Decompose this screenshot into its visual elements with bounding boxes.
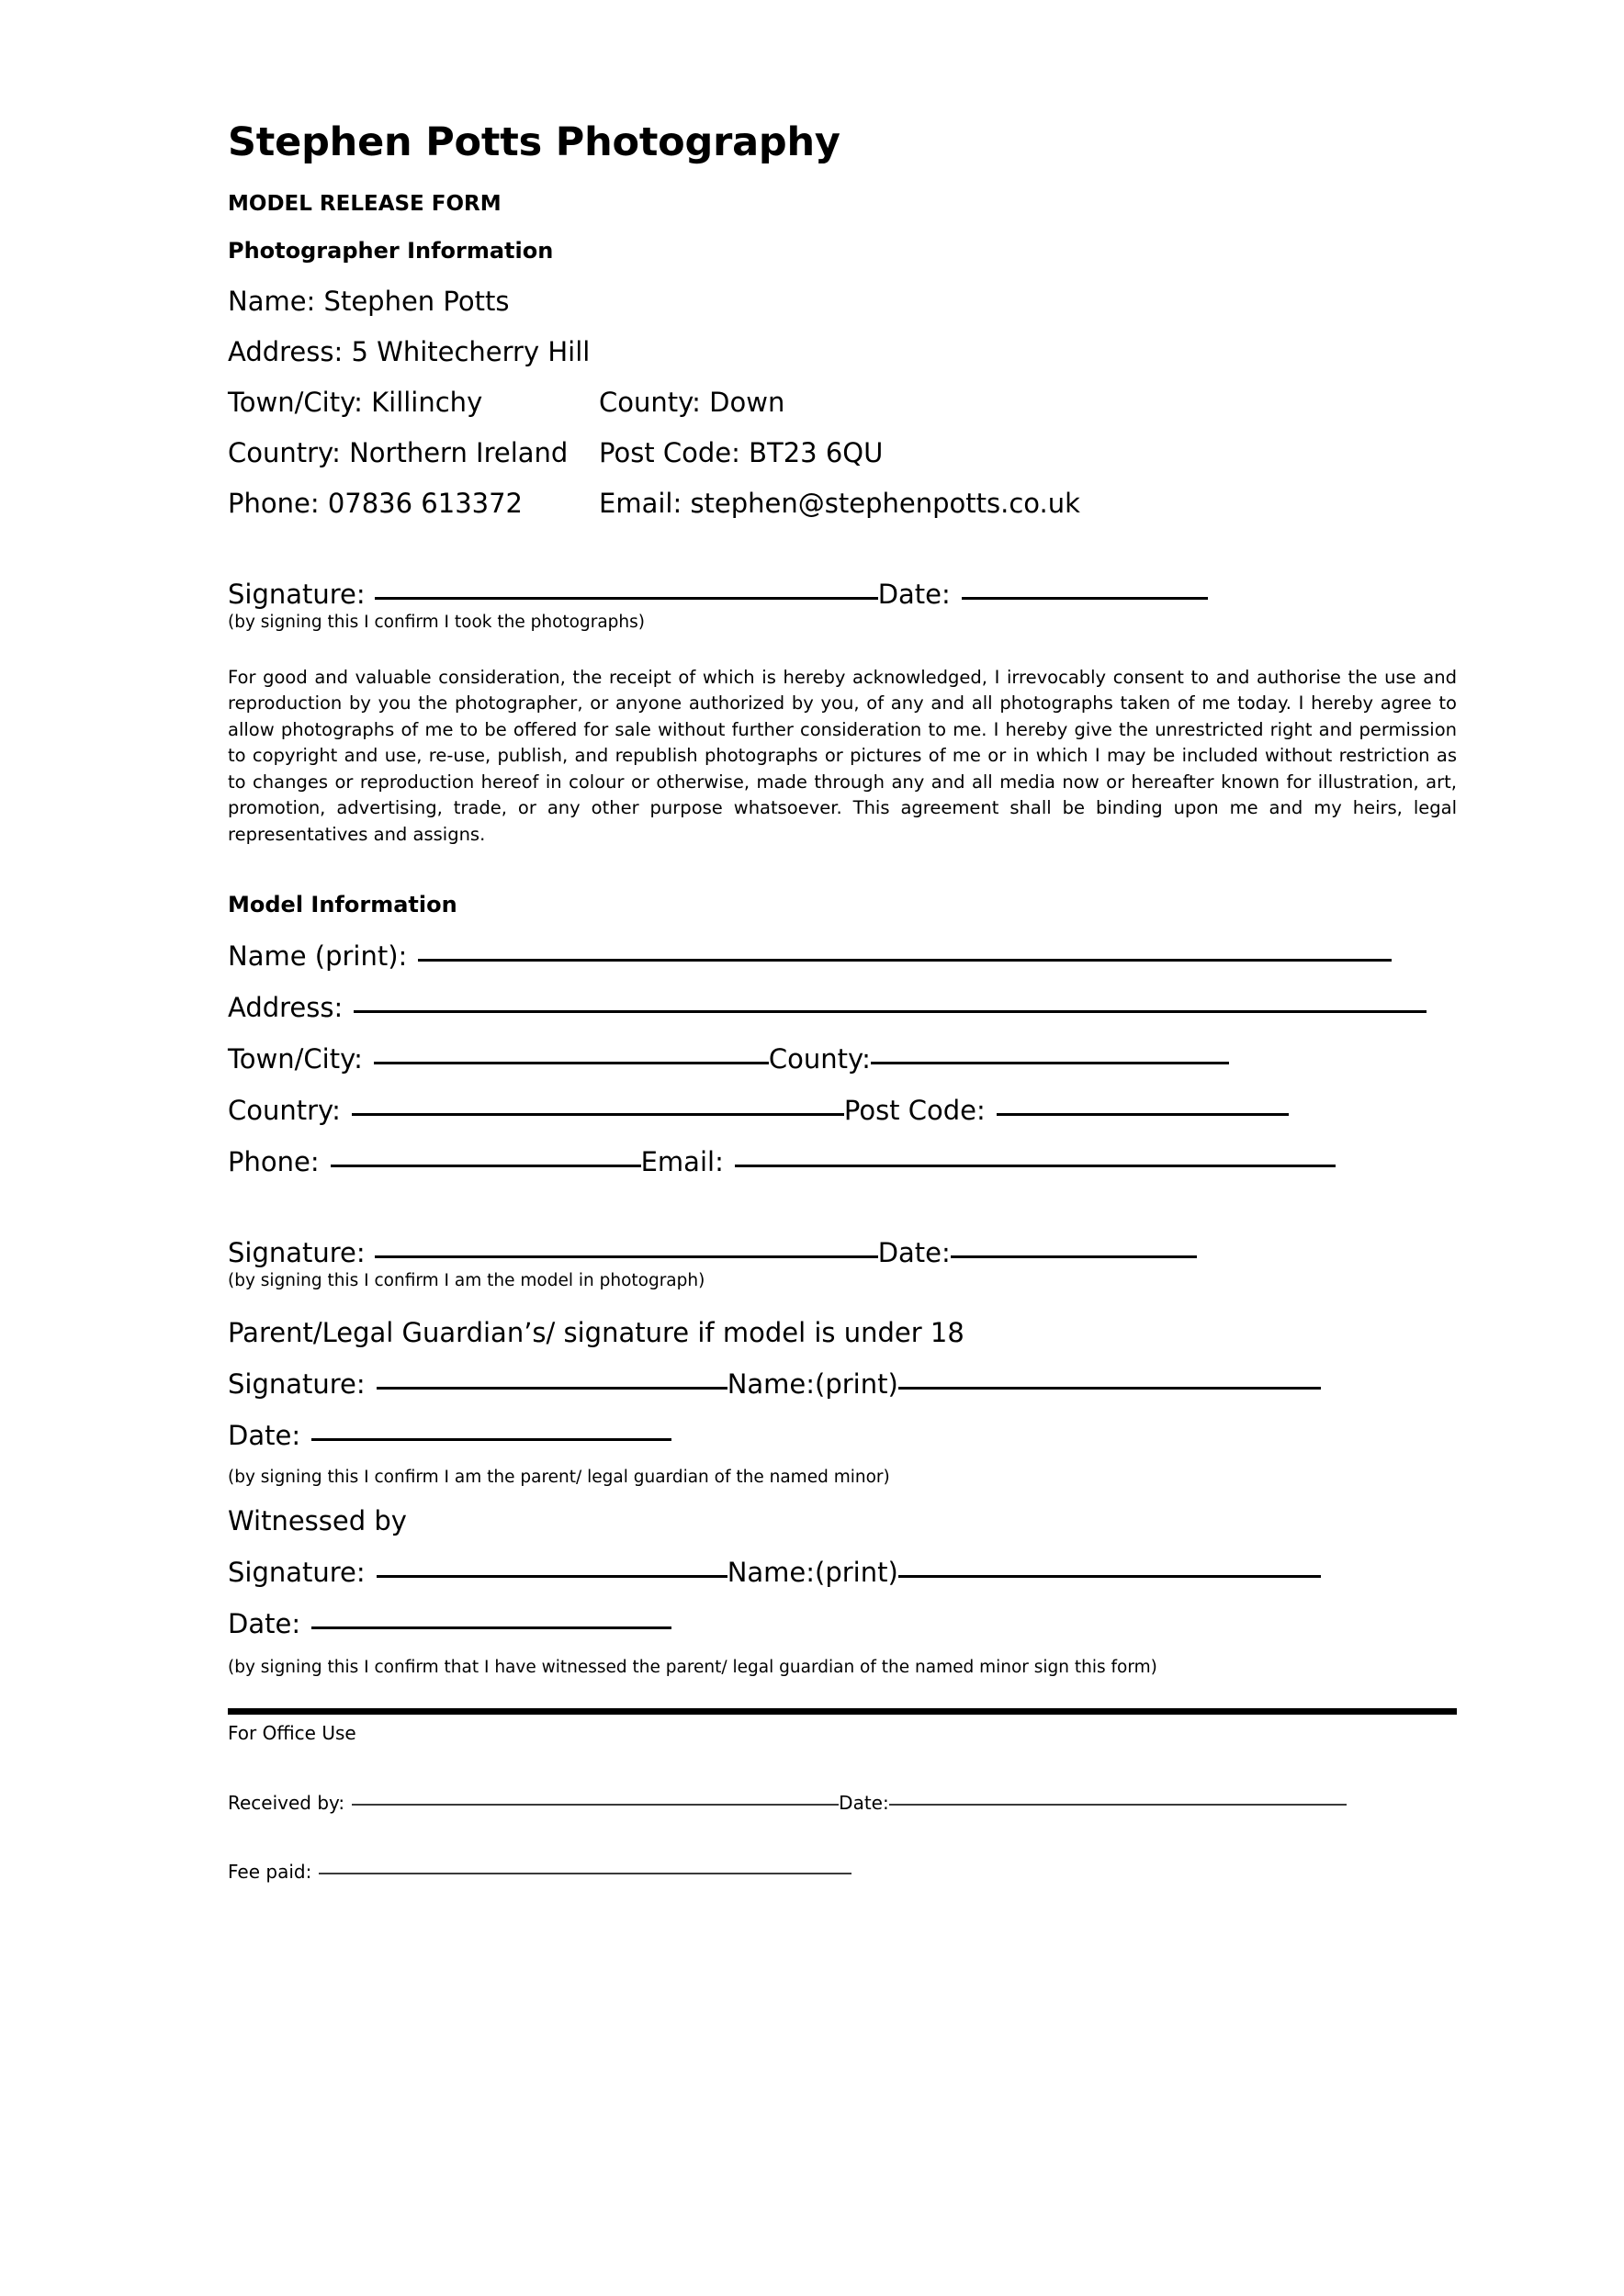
- office-use-heading: For Office Use: [228, 1721, 356, 1744]
- model-email-label: Email:: [640, 1146, 724, 1178]
- model-country-postcode-row: [228, 1073, 1459, 1127]
- photographer-email: Email: stephen@stephenpotts.co.uk: [599, 487, 1080, 519]
- guardian-signature-input[interactable]: [377, 1387, 727, 1390]
- model-section-heading: Model Information: [228, 892, 457, 918]
- model-town-city-label: Town/City:: [228, 1043, 363, 1075]
- witness-signature-input[interactable]: [377, 1575, 727, 1578]
- photographer-section-heading: Photographer Information: [228, 237, 554, 264]
- office-date-label: Date:: [839, 1791, 889, 1814]
- page-title: Stephen Potts Photography: [228, 119, 840, 165]
- model-name-label: Name (print):: [228, 940, 408, 973]
- witness-date-input[interactable]: [311, 1626, 671, 1629]
- witness-name-print-label: Name:(print): [727, 1556, 898, 1588]
- photographer-date-label: Date:: [877, 578, 951, 610]
- photographer-town-county-row: [228, 366, 1459, 416]
- photographer-date-input[interactable]: [962, 597, 1208, 600]
- guardian-signature-label: Signature:: [228, 1368, 366, 1401]
- witness-signature-label: Signature:: [228, 1556, 366, 1588]
- photographer-county: County: Down: [599, 386, 785, 418]
- document-content: [228, 0, 1459, 1881]
- witness-note: (by signing this I confirm that I have witnessed the parent/ legal guardian of the named minor sign this form): [228, 1657, 1157, 1677]
- guardian-date-row: [228, 1398, 1459, 1452]
- photographer-post-code: Post Code: BT23 6QU: [599, 436, 884, 468]
- model-date-input[interactable]: [951, 1255, 1197, 1258]
- guardian-date-label: Date:: [228, 1420, 301, 1452]
- model-county-input[interactable]: [871, 1062, 1229, 1064]
- office-fee-paid-input[interactable]: [319, 1873, 851, 1874]
- model-signature-note: (by signing this I confirm I am the model in photograph): [228, 1271, 705, 1291]
- office-fee-row: [228, 1812, 1459, 1881]
- guardian-heading: Parent/Legal Guardian’s/ signature if model is under 18: [228, 1317, 964, 1349]
- photographer-phone-email-row: [228, 467, 1459, 517]
- witness-date-row: [228, 1586, 1459, 1638]
- model-date-label: Date:: [877, 1237, 951, 1269]
- model-post-code-label: Post Code:: [843, 1095, 986, 1127]
- witness-name-print-input[interactable]: [898, 1575, 1321, 1578]
- office-received-row: [228, 1744, 1459, 1812]
- model-phone-email-row: [228, 1124, 1459, 1176]
- model-country-input[interactable]: [352, 1113, 844, 1116]
- model-name-input[interactable]: [418, 959, 1392, 962]
- model-signature-input[interactable]: [375, 1255, 878, 1258]
- photographer-signature-note: (by signing this I confirm I took the photographs): [228, 612, 645, 632]
- model-address-label: Address:: [228, 992, 344, 1024]
- guardian-date-input[interactable]: [311, 1438, 671, 1441]
- model-signature-row: [228, 1176, 1459, 1269]
- office-received-by-input[interactable]: [352, 1804, 839, 1806]
- form-type-subtitle: MODEL RELEASE FORM: [228, 192, 502, 217]
- photographer-signature-input[interactable]: [375, 597, 878, 600]
- witness-heading: Witnessed by: [228, 1504, 407, 1536]
- office-date-input[interactable]: [889, 1804, 1347, 1806]
- photographer-phone: Phone: 07836 613372: [228, 487, 523, 519]
- model-signature-label: Signature:: [228, 1237, 366, 1269]
- office-use-divider: [228, 1708, 1457, 1715]
- guardian-signature-row: [228, 1346, 1459, 1401]
- photographer-address: Address: 5 Whitecherry Hill: [228, 335, 591, 367]
- guardian-name-print-input[interactable]: [898, 1387, 1321, 1390]
- photographer-signature-label: Signature:: [228, 578, 366, 610]
- model-email-input[interactable]: [735, 1165, 1336, 1167]
- guardian-name-print-label: Name:(print): [727, 1368, 898, 1401]
- office-received-by-label: Received by:: [228, 1791, 345, 1814]
- photographer-country: Country: Northern Ireland: [228, 436, 569, 468]
- model-phone-input[interactable]: [331, 1165, 641, 1167]
- model-address-input[interactable]: [354, 1010, 1427, 1013]
- witness-date-label: Date:: [228, 1607, 301, 1639]
- model-post-code-input[interactable]: [997, 1113, 1289, 1116]
- model-address-row: [228, 970, 1459, 1024]
- photographer-country-postcode-row: [228, 416, 1459, 467]
- consent-paragraph: For good and valuable consideration, the receipt of which is hereby acknowledged, I irrevocably consent to and authorise the use and reproduction by you the photographer, or anyone authorized by you, of any and all photographs taken of me today. I hereby agree to allow photographs of me to be offered for sale without further consideration to me. I hereby give the unrestricted right and permission to copyright and use, re-use, publish, and republish photographs or pictures of me or in which I may be included without restriction as to changes or reproduction hereof in colour or otherwise, made through any and all media now or hereafter known for illustration, art, promotion, advertising, trade, or any other purpose whatsoever. This agreement shall be binding upon me and my heirs, legal representatives and assigns.: [228, 666, 1457, 845]
- photographer-name: Name: Stephen Potts: [228, 285, 510, 317]
- photographer-signature-row: [228, 517, 1459, 608]
- model-town-city-input[interactable]: [374, 1062, 769, 1064]
- witness-signature-row: [228, 1535, 1459, 1586]
- model-country-label: Country:: [228, 1095, 341, 1127]
- office-fee-paid-label: Fee paid:: [228, 1860, 312, 1883]
- model-name-row: [228, 918, 1459, 973]
- model-county-label: County:: [768, 1043, 871, 1075]
- model-phone-label: Phone:: [228, 1146, 320, 1178]
- photographer-town-city: Town/City: Killinchy: [228, 386, 483, 418]
- guardian-note: (by signing this I confirm I am the parent/ legal guardian of the named minor): [228, 1468, 890, 1488]
- model-town-county-row: [228, 1021, 1459, 1073]
